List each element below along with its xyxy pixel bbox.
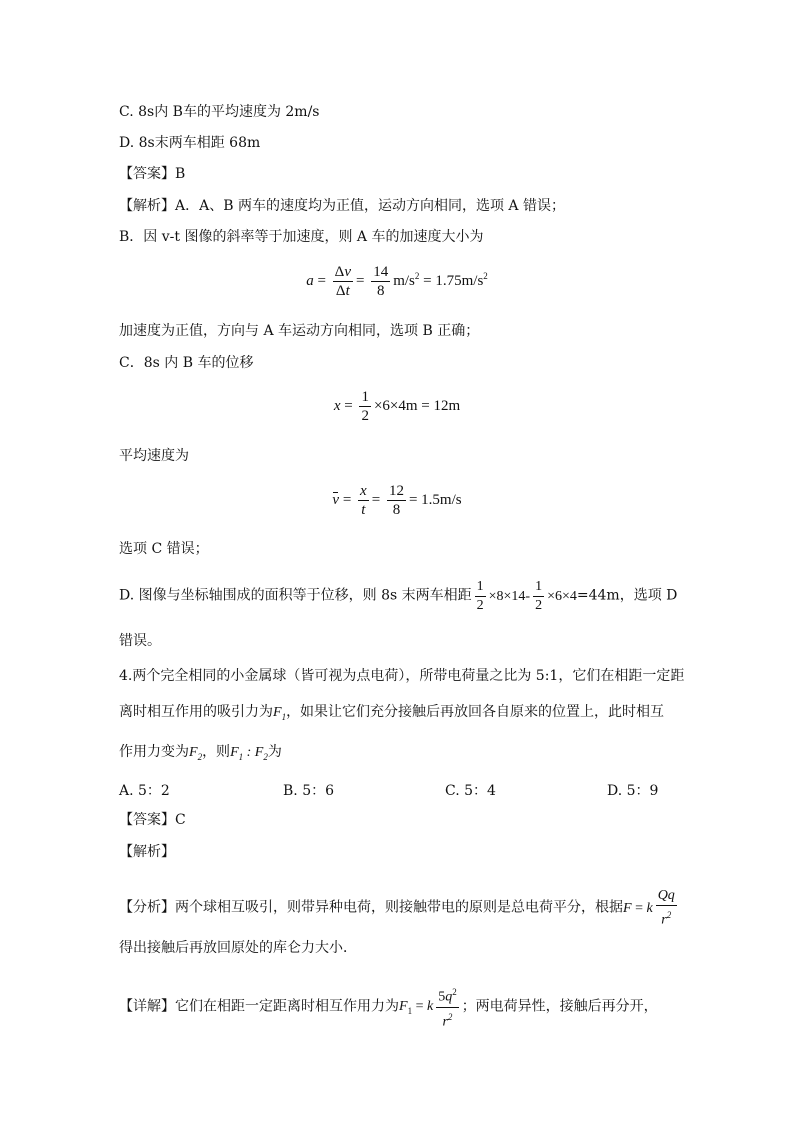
choice-c: C. 5：4 (445, 783, 496, 799)
f1-symbol: $F_1$ (273, 705, 287, 722)
question4-line1: 4.两个完全相同的小金属球（皆可视为点电荷），所带电荷量之比为 5:1，它们在相距一定距 (119, 668, 685, 684)
q4-l2a: 离时相互作用的吸引力为 (119, 704, 273, 720)
answer-label: 【答案】B (119, 166, 186, 182)
q4-l3b: ，则 (202, 744, 231, 760)
fenxi-text: 【分析】两个球相互吸引，则带异种电荷，则接触带电的原则是总电荷平分，根据 (119, 899, 623, 916)
xiangjie-text2: ；两电荷异性，接触后再分开， (461, 998, 658, 1015)
q4-l3a: 作用力变为 (119, 744, 189, 760)
coulomb-formula: F = k $\frac{Qq}{r^2}$ (623, 888, 675, 928)
analysis2-label: 【解析】 (119, 844, 175, 860)
avg-speed-formula: v = $\frac{x}{t}$ = $\frac{12}{8}$ = 1.5m/s (332, 483, 462, 518)
answer2-label: 【答案】C (119, 812, 186, 828)
xiangjie-line (119, 983, 658, 1031)
analysis-a: 【解析】A．A、B 两车的速度均为正值，运动方向相同，选项 A 错误； (119, 198, 565, 214)
displacement-formula: x = $\frac{1}{2}$ ×6×4m = 12m (333, 389, 461, 424)
c-wrong: 选项 C 错误； (119, 541, 209, 557)
analysis-d (119, 578, 677, 615)
d-wrong: 错误。 (119, 633, 161, 649)
area-difference-formula: $\frac{1}{2}$ ×8×14- $\frac{1}{2}$ ×6×4 (476, 579, 577, 613)
avg-speed-label: 平均速度为 (119, 448, 189, 464)
ratio-symbol: $F_1$ : $F_2$ (230, 745, 268, 762)
analysis-c: C．8s 内 B 车的位移 (119, 355, 254, 371)
f1-formula: $F_1 = k$ $\frac{5q^2}{r^2}$ (399, 999, 462, 1014)
analysis-b: B．因 v-t 图像的斜率等于加速度，则 A 车的加速度大小为 (119, 229, 484, 245)
accel-note: 加速度为正值，方向与 A 车运动方向相同，选项 B 正确； (119, 323, 480, 339)
analysis-d-suffix: =44m，选项 D (576, 587, 678, 604)
q4-l2b: ，如果让它们充分接触后再放回各自原来的位置上，此时相互 (286, 704, 665, 720)
choice-b: B. 5：6 (283, 783, 335, 799)
option-d-text: D. 8s末两车相距 68m (119, 135, 261, 151)
fenxi-line2: 得出接触后再放回原处的库仑力大小． (119, 940, 357, 956)
f2-symbol: $F_2$ (189, 745, 203, 762)
q4-l3c: 为 (267, 744, 282, 760)
fenxi-line (119, 887, 680, 930)
question4-line3 (119, 743, 282, 766)
choice-a: A. 5：2 (119, 783, 170, 799)
question4-line2 (119, 703, 664, 726)
xiangjie-text: 【详解】它们在相距一定距离时相互作用力为 (119, 998, 399, 1015)
analysis-d-prefix: D. 图像与坐标轴围成的面积等于位移，则 8s 末两车相距 (119, 587, 472, 604)
acceleration-formula: a = $\frac{\Delta v}{\Delta t}$ = $\frac{14}{8}$ $m/s^2 = 1.75m/s^2$ (306, 264, 488, 299)
choice-d: D. 5：9 (607, 783, 659, 799)
option-c-text: C. 8s内 B车的平均速度为 2m/s (119, 104, 320, 120)
